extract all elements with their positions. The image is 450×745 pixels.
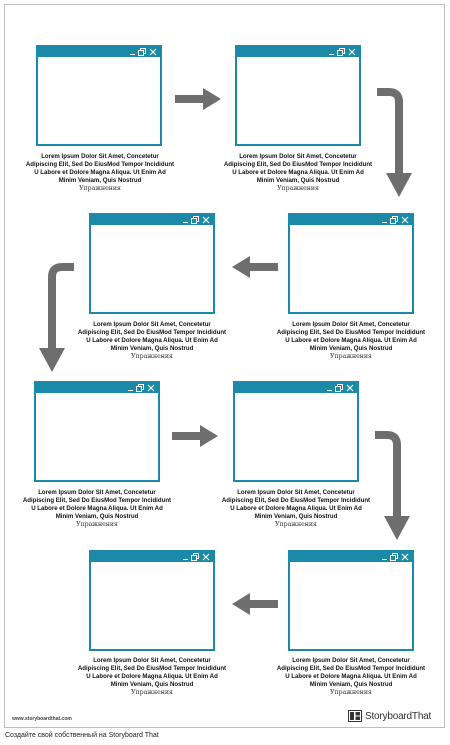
- storyboard-canvas: [4, 4, 445, 728]
- maximize-icon: [335, 384, 343, 392]
- panel-caption-7: [77, 657, 227, 697]
- maximize-icon: [136, 384, 144, 392]
- footer-site-url: www.storyboardthat.com: [12, 716, 72, 722]
- maximize-icon: [138, 48, 146, 56]
- panel-window-5: [34, 381, 160, 482]
- panel-window-2: [235, 45, 361, 146]
- minimize-icon: [183, 222, 188, 223]
- caption-label: Упражнения: [330, 353, 372, 360]
- panel-window-3: [89, 213, 215, 314]
- arrow-left-icon: [230, 590, 280, 618]
- caption-text: Lorem Ipsum Dolor Sit Amet, Concetetur Adipiscing Elit, Sed Do EiusMod Tempor Incididunt U Labore et Dolore Magna Aliqua. Ut Enim Ad Minim Veniam, Quis Nostrud: [221, 489, 371, 520]
- caption-text: Lorem Ipsum Dolor Sit Amet, Concetetur Adipiscing Elit, Sed Do EiusMod Tempor Incididunt U Labore et Dolore Magna Aliqua. Ut Enim Ad Minim Veniam, Quis Nostrud: [276, 321, 426, 352]
- arrow-right-icon: [170, 422, 220, 450]
- maximize-icon: [191, 553, 199, 561]
- panel-caption-6: [221, 489, 371, 529]
- arrow-curve-down-icon: [31, 262, 76, 377]
- close-icon: [348, 48, 356, 56]
- panel-window-4: [288, 213, 414, 314]
- window-title-bar: [290, 552, 412, 562]
- arrow-curve-down-icon: [373, 430, 418, 545]
- storyboard-logo-icon: [348, 710, 362, 722]
- panel-window-7: [89, 550, 215, 651]
- caption-label: Упражнения: [330, 689, 372, 696]
- maximize-icon: [337, 48, 345, 56]
- storyboardthat-logo: [348, 710, 431, 722]
- panel-caption-2: [223, 153, 373, 193]
- minimize-icon: [128, 390, 133, 391]
- caption-text: Lorem Ipsum Dolor Sit Amet, Concetetur Adipiscing Elit, Sed Do EiusMod Tempor Incididunt U Labore et Dolore Magna Aliqua. Ut Enim Ad Minim Veniam, Quis Nostrud: [77, 657, 227, 688]
- close-icon: [401, 216, 409, 224]
- caption-label: Упражнения: [275, 521, 317, 528]
- close-icon: [147, 384, 155, 392]
- window-title-bar: [38, 47, 160, 57]
- close-icon: [202, 216, 210, 224]
- panel-caption-8: [276, 657, 426, 697]
- minimize-icon: [130, 54, 135, 55]
- arrow-right-icon: [173, 85, 223, 113]
- panel-caption-3: [77, 321, 227, 361]
- footer-tagline[interactable]: Создайте свой собственный на Storyboard That: [5, 732, 159, 739]
- arrow-left-icon: [230, 253, 280, 281]
- caption-text: Lorem Ipsum Dolor Sit Amet, Concetetur Adipiscing Elit, Sed Do EiusMod Tempor Incididunt U Labore et Dolore Magna Aliqua. Ut Enim Ad Minim Veniam, Quis Nostrud: [223, 153, 373, 184]
- arrow-curve-down-icon: [375, 87, 420, 202]
- panel-window-1: [36, 45, 162, 146]
- caption-label: Упражнения: [131, 689, 173, 696]
- caption-text: Lorem Ipsum Dolor Sit Amet, Concetetur Adipiscing Elit, Sed Do EiusMod Tempor Incididunt U Labore et Dolore Magna Aliqua. Ut Enim Ad Minim Veniam, Quis Nostrud: [25, 153, 175, 184]
- panel-caption-4: [276, 321, 426, 361]
- minimize-icon: [329, 54, 334, 55]
- maximize-icon: [191, 216, 199, 224]
- caption-label: Упражнения: [277, 185, 319, 192]
- panel-window-8: [288, 550, 414, 651]
- close-icon: [202, 553, 210, 561]
- caption-label: Упражнения: [76, 521, 118, 528]
- caption-text: Lorem Ipsum Dolor Sit Amet, Concetetur Adipiscing Elit, Sed Do EiusMod Tempor Incididunt U Labore et Dolore Magna Aliqua. Ut Enim Ad Minim Veniam, Quis Nostrud: [276, 657, 426, 688]
- minimize-icon: [183, 559, 188, 560]
- panel-caption-5: [22, 489, 172, 529]
- close-icon: [346, 384, 354, 392]
- window-title-bar: [290, 215, 412, 225]
- window-title-bar: [237, 47, 359, 57]
- window-title-bar: [235, 383, 357, 393]
- window-title-bar: [91, 215, 213, 225]
- caption-text: Lorem Ipsum Dolor Sit Amet, Concetetur Adipiscing Elit, Sed Do EiusMod Tempor Incididunt U Labore et Dolore Magna Aliqua. Ut Enim Ad Minim Veniam, Quis Nostrud: [22, 489, 172, 520]
- caption-text: Lorem Ipsum Dolor Sit Amet, Concetetur Adipiscing Elit, Sed Do EiusMod Tempor Incididunt U Labore et Dolore Magna Aliqua. Ut Enim Ad Minim Veniam, Quis Nostrud: [77, 321, 227, 352]
- minimize-icon: [382, 559, 387, 560]
- maximize-icon: [390, 216, 398, 224]
- minimize-icon: [382, 222, 387, 223]
- window-title-bar: [91, 552, 213, 562]
- maximize-icon: [390, 553, 398, 561]
- minimize-icon: [327, 390, 332, 391]
- logo-text: StoryboardThat: [365, 710, 432, 722]
- caption-label: Упражнения: [79, 185, 121, 192]
- close-icon: [149, 48, 157, 56]
- panel-caption-1: [25, 153, 175, 193]
- panel-window-6: [233, 381, 359, 482]
- window-title-bar: [36, 383, 158, 393]
- caption-label: Упражнения: [131, 353, 173, 360]
- close-icon: [401, 553, 409, 561]
